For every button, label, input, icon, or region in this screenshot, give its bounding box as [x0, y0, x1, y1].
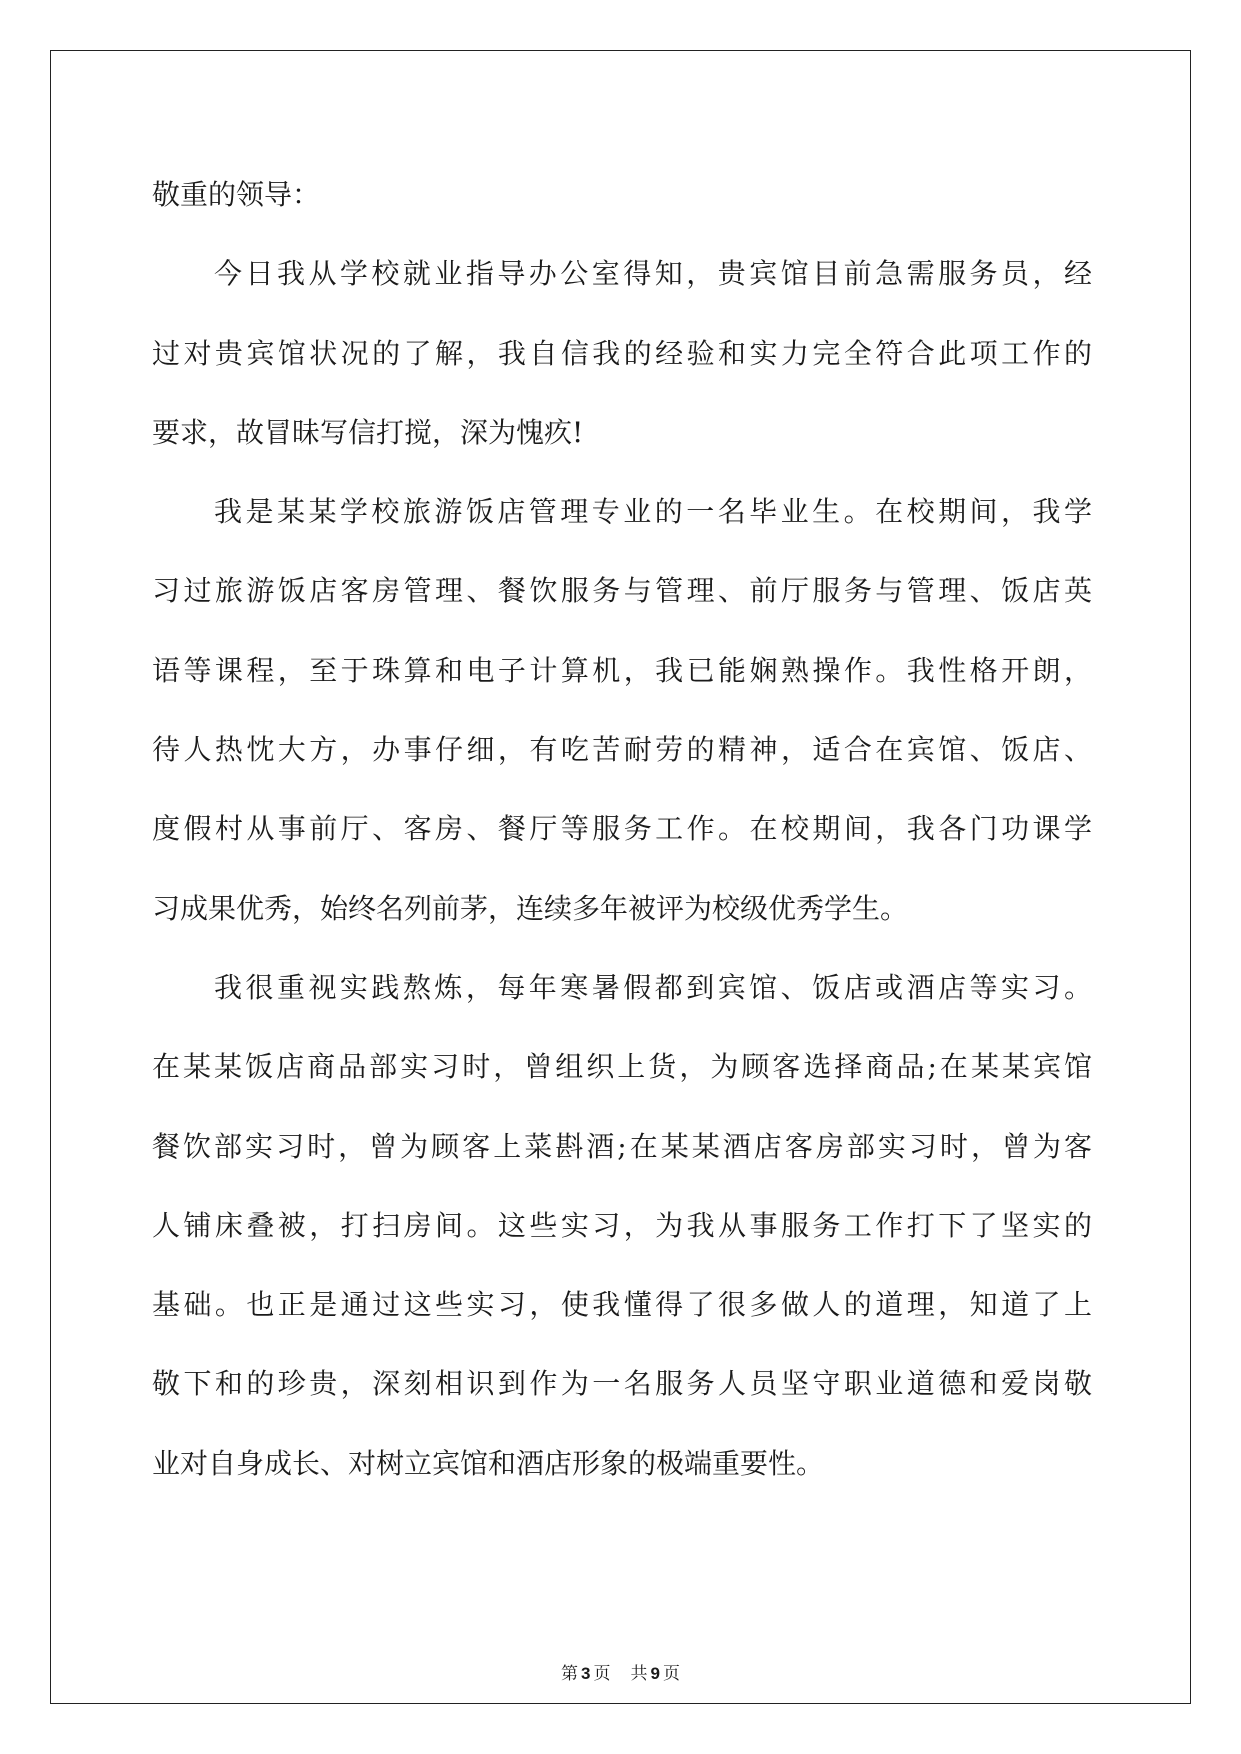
page-prefix: 第	[561, 1664, 579, 1684]
body-line: 度假村从事前厅、客房、餐厅等服务工作。在校期间，我各门功课学	[152, 812, 1092, 846]
body-line: 基础。也正是通过这些实习，使我懂得了很多做人的道理，知道了上	[152, 1288, 1092, 1322]
body-line: 今日我从学校就业指导办公室得知，贵宾馆目前急需服务员，经	[214, 257, 1092, 291]
page-number-total: 9	[650, 1664, 660, 1683]
salutation: 敬重的领导：	[152, 178, 321, 211]
body-line: 我很重视实践熬炼，每年寒暑假都到宾馆、饭店或酒店等实习。	[214, 970, 1092, 1004]
body-line: 在某某饭店商品部实习时，曾组织上货，为顾客选择商品;在某某宾馆	[152, 1050, 1092, 1084]
body-line: 餐饮部实习时，曾为顾客上菜斟酒;在某某酒店客房部实习时，曾为客	[152, 1129, 1092, 1163]
page-number-current: 3	[581, 1664, 591, 1683]
body-line: 我是某某学校旅游饭店管理专业的一名毕业生。在校期间，我学	[214, 495, 1092, 529]
letter-body	[152, 155, 1092, 1503]
body-line: 习过旅游饭店客房管理、餐饮服务与管理、前厅服务与管理、饭店英	[152, 574, 1092, 608]
page-suffix: 页	[593, 1664, 611, 1684]
total-prefix: 共	[630, 1664, 648, 1684]
body-line: 业对自身成长、对树立宾馆和酒店形象的极端重要性。	[152, 1446, 825, 1480]
body-line: 语等课程，至于珠算和电子计算机，我已能娴熟操作。我性格开朗，	[152, 653, 1092, 687]
total-suffix: 页	[662, 1664, 680, 1684]
body-line: 人铺床叠被，打扫房间。这些实习，为我从事服务工作打下了坚实的	[152, 1208, 1092, 1242]
body-line: 习成果优秀，始终名列前茅，连续多年被评为校级优秀学生。	[152, 891, 909, 925]
body-line: 待人热忱大方，办事仔细，有吃苦耐劳的精神，适合在宾馆、饭店、	[152, 733, 1092, 767]
body-line: 要求，故冒昧写信打搅，深为愧疚!	[152, 415, 584, 449]
page-footer	[0, 1659, 1241, 1684]
body-line: 过对贵宾馆状况的了解，我自信我的经验和实力完全符合此项工作的	[152, 336, 1092, 370]
body-line: 敬下和的珍贵，深刻相识到作为一名服务人员坚守职业道德和爱岗敬	[152, 1367, 1092, 1401]
